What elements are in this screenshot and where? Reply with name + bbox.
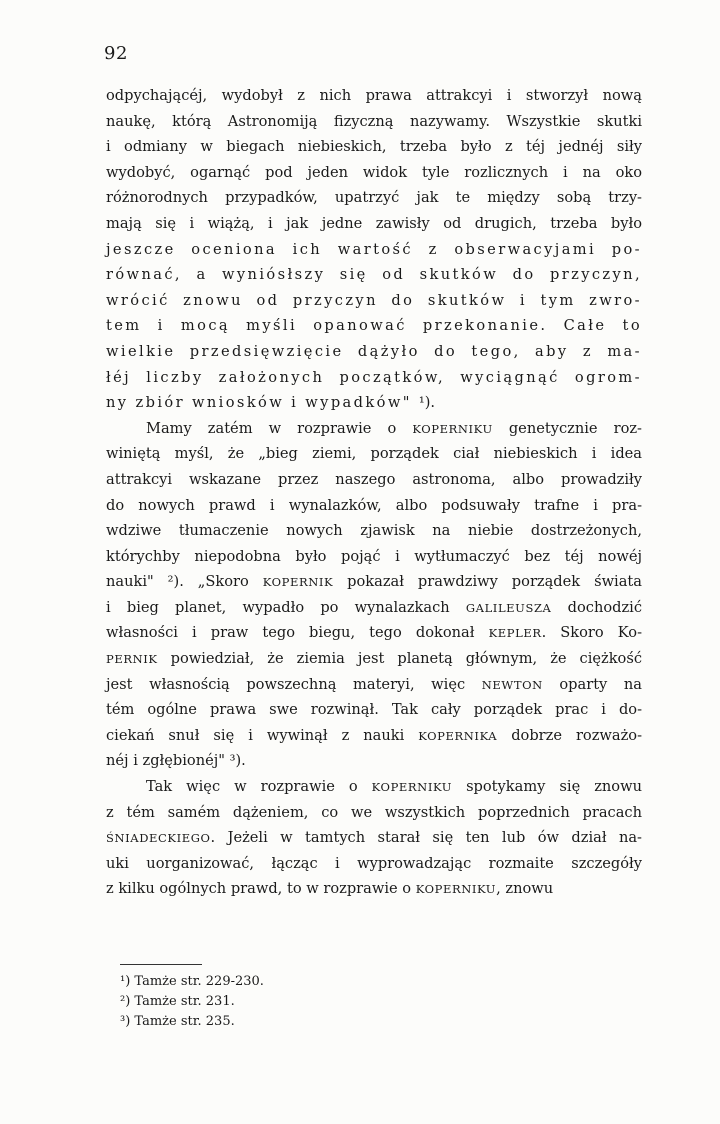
footnote: ¹) Tamże str. 229-230. (120, 974, 264, 989)
footnotes (120, 972, 264, 1032)
text-segment: jeszcze oceniona ich wartość z obserwacyjami po- (106, 240, 642, 258)
text-segment: mają się i wiążą, i jak jedne zawisły od drugich, trzeba było (106, 214, 642, 232)
text-line (106, 467, 642, 493)
footnote: ³) Tamże str. 235. (120, 1014, 235, 1029)
name-smallcaps: KEPLER (488, 626, 542, 641)
name-smallcaps: KOPERNIKU (412, 421, 493, 436)
text-line (106, 339, 642, 365)
text-line (106, 697, 642, 723)
text-segment: pokazał prawdziwy porządek świata (333, 573, 642, 591)
text-segment: powiedział, że ziemia jest planetą głównym, że ciężkość (157, 650, 642, 668)
text-segment: wrócić znowu od przyczyn do skutków i tym zwro- (106, 291, 642, 309)
text-line (106, 262, 642, 288)
text-segment: naukę, którą Astronomiją fizyczną nazywamy. Wszystkie skutki (106, 112, 642, 130)
text-segment: do nowych prawd i wynalazków, albo podsuwały trafne i pra- (106, 496, 642, 514)
text-segment: néj i zgłębionéj" ³). (106, 752, 246, 770)
text-line (106, 441, 642, 467)
name-smallcaps: KOPERNIKU (415, 882, 497, 897)
footnote: ²) Tamże str. 231. (120, 994, 235, 1009)
text-line (106, 313, 642, 339)
text-segment: i odmiany w biegach niebieskich, trzeba było z téj jednéj siły (106, 138, 642, 156)
text-line (106, 544, 642, 570)
text-segment: jest własnością powszechną materyi, więc (106, 675, 482, 693)
text-line (106, 109, 642, 135)
text-line (106, 185, 642, 211)
text-segment: . Skoro Ko- (541, 624, 642, 642)
text-line (106, 365, 642, 391)
text-segment: wdziwe tłumaczenie nowych zjawisk na niebie dostrzeżonych, (106, 522, 642, 540)
text-line (106, 134, 642, 160)
text-segment: różnorodnych przypadków, upatrzyć jak te między sobą trzy- (106, 189, 642, 207)
text-segment: winiętą myśl, że „bieg ziemi, porządek ciał niebieskich i idea (106, 445, 642, 463)
text-line (106, 493, 642, 519)
text-line (106, 672, 642, 698)
text-segment: Tak więc w rozprawie o (146, 778, 372, 796)
text-segment: dobrze rozważo- (497, 726, 643, 744)
text-segment: równać, a wyniósłszy się od skutków do przyczyn, (106, 266, 642, 284)
text-segment: tém ogólne prawa swe rozwinął. Tak cały porządek prac i do- (106, 701, 642, 719)
text-line (106, 620, 642, 646)
name-smallcaps: ŚNIADECKIEGO (106, 831, 211, 846)
text-segment: attrakcyi wskazane przez naszego astronoma, albo prowadziły (106, 470, 642, 488)
footnote-rule (120, 964, 202, 965)
text-line (106, 237, 642, 263)
text-line (106, 390, 642, 416)
text-segment: tem i mocą myśli opanować przekonanie. Całe to (106, 317, 642, 335)
text-segment: wielkie przedsięwzięcie dążyło do tego, aby z ma- (106, 342, 642, 360)
text-segment: własności i praw tego biegu, tego dokonał (106, 624, 489, 642)
text-line (106, 569, 642, 595)
body-text (106, 83, 642, 902)
text-line (106, 825, 642, 851)
text-segment: genetycznie roz- (492, 419, 642, 437)
footnote-ref: ¹). (418, 394, 436, 412)
text-segment: z tém samém dążeniem, co we wszystkich poprzednich pracach (106, 803, 642, 821)
text-line (106, 723, 642, 749)
text-segment: . Jeżeli w tamtych starał się ten lub ów dział na- (210, 829, 642, 847)
text-line (106, 646, 642, 672)
text-segment: którychby niepodobna było pojąć i wytłumaczyć bez téj nowéj (106, 547, 642, 565)
text-line (106, 851, 642, 877)
text-segment: , znowu (496, 880, 554, 898)
name-smallcaps: KOPERNIKU (371, 780, 453, 795)
text-line (106, 800, 642, 826)
name-smallcaps: PERNIK (106, 652, 158, 667)
text-line (106, 876, 642, 902)
text-segment: wydobyć, ogarnąć pod jeden widok tyle rozlicznych i na oko (106, 163, 642, 181)
text-line (106, 748, 642, 774)
text-segment: oparty na (542, 675, 642, 693)
text-line (106, 83, 642, 109)
text-segment: nauki" ²). „Skoro (106, 573, 263, 591)
text-segment: Mamy zatém w rozprawie o (146, 419, 413, 437)
text-segment: odpychającéj, wydobył z nich prawa attrakcyi i stworzył nową (106, 87, 642, 104)
name-smallcaps: GALILEUSZA (465, 600, 552, 615)
text-line (106, 595, 642, 621)
text-line (106, 288, 642, 314)
text-segment: i bieg planet, wypadło po wynalazkach (106, 598, 466, 616)
name-smallcaps: KOPERNIKA (418, 728, 498, 743)
text-line (106, 518, 642, 544)
text-line (106, 774, 642, 800)
text-segment: spotykamy się znowu (452, 778, 642, 796)
text-line (106, 416, 642, 442)
text-segment: ny zbiór wniosków i wypadków" (106, 394, 419, 412)
page-number: 92 (104, 43, 128, 64)
text-segment: dochodzić (551, 598, 643, 616)
text-segment: ciekań snuł się i wywinął z nauki (106, 726, 419, 744)
text-line (106, 211, 642, 237)
text-segment: uki uorganizować, łącząc i wyprowadzając rozmaite szczegóły (106, 854, 642, 872)
text-segment: łéj liczby założonych początków, wyciągnąć ogrom- (106, 368, 642, 386)
text-line (106, 160, 642, 186)
name-smallcaps: KOPERNIK (262, 575, 334, 590)
text-segment: z kilku ogólnych prawd, to w rozprawie o (106, 880, 416, 898)
name-smallcaps: NEWTON (481, 677, 543, 692)
